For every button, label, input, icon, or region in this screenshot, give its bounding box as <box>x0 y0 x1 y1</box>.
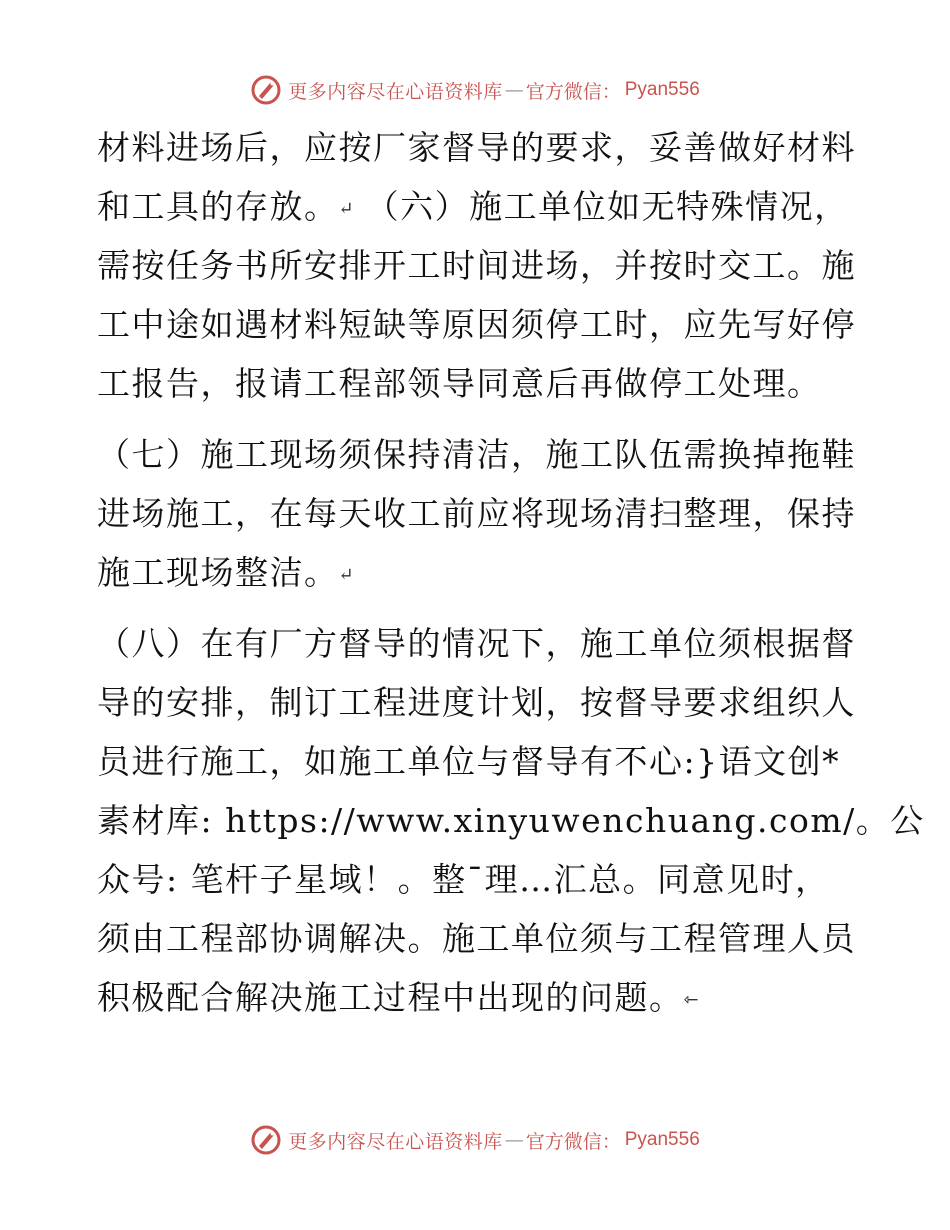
paragraph-2 <box>97 425 857 602</box>
text-segment: 和工具的存放。 <box>97 187 339 226</box>
watermark-wechat-id: Pyan556 <box>624 1129 700 1150</box>
paragraph-mark-icon: ↵ <box>338 564 354 586</box>
watermark-separator: — <box>504 1129 524 1151</box>
text-line: 工中途如遇材料短缺等原因须停工时，应先写好停 <box>97 305 856 344</box>
watermark-separator: — <box>504 79 524 101</box>
paragraph-mark-icon: ↵ <box>338 198 354 220</box>
text-segment: 施工现场整洁。 <box>97 553 339 592</box>
text-line: 员进行施工，如施工单位与督导有不心:}语文创* <box>97 742 841 781</box>
text-line: 须由工程部协调解决。施工单位须与工程管理人员 <box>97 919 856 958</box>
text-line: （八）在有厂方督导的情况下，施工单位须根据督 <box>97 624 856 663</box>
watermark-wechat-id: Pyan556 <box>624 79 700 100</box>
text-line: 众号: 笔杆子星域！。整¯理…汇总。同意见时， <box>97 860 830 899</box>
paragraph-1 <box>97 118 857 413</box>
text-line: （七）施工现场须保持清洁，施工队伍需换掉拖鞋 <box>97 435 856 474</box>
text-line: 进场施工，在每天收工前应将现场清扫整理，保持 <box>97 494 856 533</box>
watermark-wechat-label: 官方微信： <box>525 80 621 103</box>
text-line: 需按任务书所安排开工时间进场，并按时交工。施 <box>97 246 856 285</box>
watermark-brand-text: 更多内容尽在心语资料库 <box>288 1130 503 1153</box>
text-segment: 积极配合解决施工过程中出现的问题。 <box>97 978 684 1017</box>
text-segment: （六）施工单位如无特殊情况， <box>353 187 849 226</box>
watermark-wechat-label: 官方微信： <box>525 1130 621 1153</box>
text-line <box>97 177 857 236</box>
page-header-watermark <box>0 70 950 110</box>
pen-circle-logo-icon <box>250 1124 282 1156</box>
paragraph-3 <box>97 614 925 1027</box>
text-line: 导的安排，制订工程进度计划，按督导要求组织人 <box>97 683 856 722</box>
pen-circle-logo-icon <box>250 74 282 106</box>
page-footer-watermark <box>0 1120 950 1160</box>
paragraph-mark-icon: ⇽ <box>683 989 699 1011</box>
watermark-brand-text: 更多内容尽在心语资料库 <box>288 80 503 103</box>
text-line: 素材库: https://www.xinyuwenchuang.com/。公 <box>97 801 925 840</box>
text-line: 工报告，报请工程部领导同意后再做停工处理。 <box>97 364 822 403</box>
text-line <box>97 543 857 602</box>
text-line <box>97 968 857 1027</box>
text-line: 材料进场后，应按厂家督导的要求，妥善做好材料 <box>97 128 856 167</box>
